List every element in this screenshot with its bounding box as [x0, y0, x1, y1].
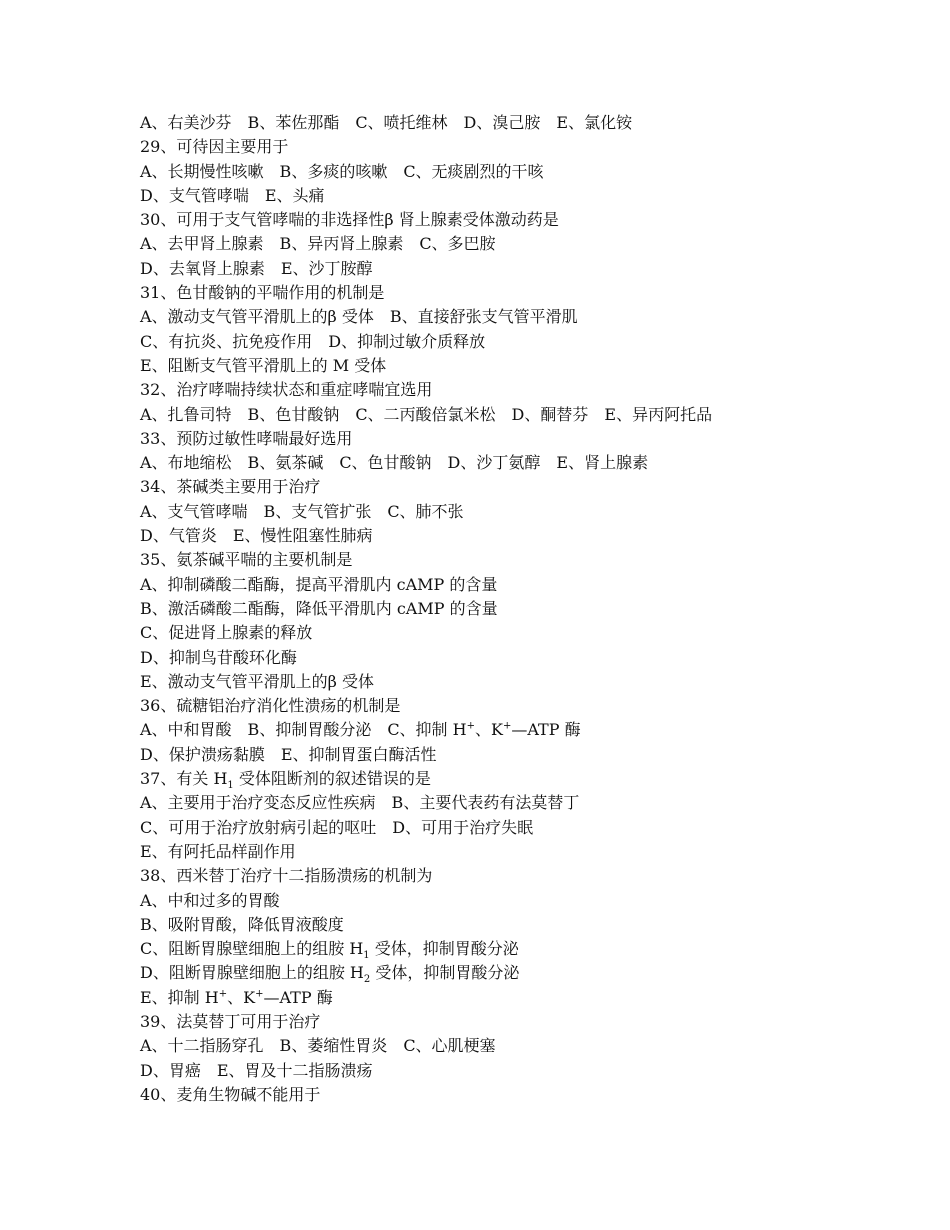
text-line — [140, 840, 920, 864]
text-segment: D、抑制鸟苷酸环化酶 — [140, 647, 297, 667]
document-page — [140, 111, 920, 1107]
text-segment: 39、法莫替丁可用于治疗 — [140, 1011, 321, 1031]
text-line — [140, 718, 920, 742]
text-segment: E、阻断支气管平滑肌上的 M 受体 — [140, 355, 387, 375]
text-line — [140, 913, 920, 937]
text-line — [140, 767, 920, 791]
text-line — [140, 743, 920, 767]
text-line — [140, 257, 920, 281]
text-line — [140, 937, 920, 961]
text-segment: A、激动支气管平滑肌上的β 受体 B、直接舒张支气管平滑肌 — [140, 307, 578, 327]
subscript: 2 — [363, 974, 371, 986]
subscript: 1 — [363, 950, 370, 962]
text-line — [140, 378, 920, 402]
text-segment: 、K — [227, 987, 256, 1007]
text-line — [140, 961, 920, 985]
text-segment: D、阻断胃腺壁细胞上的组胺 H — [140, 963, 364, 983]
text-segment: D、支气管哮喘 E、头痛 — [140, 185, 325, 205]
text-line — [140, 694, 920, 718]
text-line — [140, 475, 920, 499]
text-line — [140, 281, 920, 305]
text-line — [140, 403, 920, 427]
text-line — [140, 597, 920, 621]
text-segment: 受体，抑制胃酸分泌 — [370, 963, 520, 983]
text-segment: —ATP 酶 — [263, 987, 333, 1007]
text-line — [140, 1059, 920, 1083]
text-line — [140, 160, 920, 184]
superscript: + — [502, 721, 512, 733]
text-line — [140, 135, 920, 159]
text-segment: C、可用于治疗放射病引起的呕吐 D、可用于治疗失眠 — [140, 817, 534, 837]
text-segment: B、激活磷酸二酯酶，降低平滑肌内 cAMP 的含量 — [140, 598, 498, 618]
text-segment: A、布地缩松 B、氨茶碱 C、色甘酸钠 D、沙丁氨醇 E、肾上腺素 — [140, 453, 649, 473]
text-line — [140, 548, 920, 572]
text-segment: E、激动支气管平滑肌上的β 受体 — [140, 671, 375, 691]
text-segment: 32、治疗哮喘持续状态和重症哮喘宜选用 — [140, 380, 433, 400]
text-line — [140, 889, 920, 913]
superscript: + — [218, 988, 228, 1000]
text-segment: 35、氨茶碱平喘的主要机制是 — [140, 550, 353, 570]
text-segment: 受体阻断剂的叙述错误的是 — [233, 769, 431, 789]
superscript: + — [255, 988, 264, 1000]
text-segment: 40、麦角生物碱不能用于 — [140, 1084, 321, 1104]
text-segment: A、十二指肠穿孔 B、萎缩性胃炎 C、心肌梗塞 — [140, 1036, 496, 1056]
text-line — [140, 524, 920, 548]
text-line — [140, 864, 920, 888]
text-segment: 38、西米替丁治疗十二指肠溃疡的机制为 — [140, 866, 433, 886]
text-segment: 29、可待因主要用于 — [140, 137, 289, 157]
text-segment: A、抑制磷酸二酯酶，提高平滑肌内 cAMP 的含量 — [140, 574, 498, 594]
text-line — [140, 1010, 920, 1034]
text-segment: 、K — [475, 720, 503, 740]
text-line — [140, 208, 920, 232]
text-segment: E、有阿托品样副作用 — [140, 841, 296, 861]
text-segment: 31、色甘酸钠的平喘作用的机制是 — [140, 283, 385, 303]
text-segment: C、促进肾上腺素的释放 — [140, 623, 313, 643]
text-line — [140, 427, 920, 451]
text-line — [140, 354, 920, 378]
text-line — [140, 500, 920, 524]
superscript: + — [466, 721, 475, 733]
text-line — [140, 646, 920, 670]
text-segment: D、胃癌 E、胃及十二指肠溃疡 — [140, 1060, 373, 1080]
text-segment: B、吸附胃酸，降低胃液酸度 — [140, 914, 344, 934]
text-line — [140, 330, 920, 354]
text-line — [140, 1083, 920, 1107]
text-line — [140, 621, 920, 645]
text-line — [140, 184, 920, 208]
text-segment: A、扎鲁司特 B、色甘酸钠 C、二丙酸倍氯米松 D、酮替芬 E、异丙阿托品 — [140, 404, 713, 424]
text-segment: 37、有关 H — [140, 769, 228, 789]
text-line — [140, 111, 920, 135]
text-line — [140, 791, 920, 815]
text-line — [140, 1034, 920, 1058]
text-segment: A、长期慢性咳嗽 B、多痰的咳嗽 C、无痰剧烈的干咳 — [140, 161, 544, 181]
text-segment: 30、可用于支气管哮喘的非选择性β 肾上腺素受体激动药是 — [140, 210, 559, 230]
text-segment: A、中和过多的胃酸 — [140, 890, 280, 910]
subscript: 1 — [227, 780, 234, 792]
text-segment: C、阻断胃腺壁细胞上的组胺 H — [140, 939, 364, 959]
text-segment: A、支气管哮喘 B、支气管扩张 C、肺不张 — [140, 501, 464, 521]
text-line — [140, 986, 920, 1010]
text-segment: 33、预防过敏性哮喘最好选用 — [140, 428, 353, 448]
text-segment: 受体，抑制胃酸分泌 — [369, 939, 519, 959]
text-segment: 34、茶碱类主要用于治疗 — [140, 477, 321, 497]
text-segment: —ATP 酶 — [511, 720, 581, 740]
text-line — [140, 573, 920, 597]
text-segment: C、有抗炎、抗免疫作用 D、抑制过敏介质释放 — [140, 331, 486, 351]
text-segment: D、气管炎 E、慢性阻塞性肺病 — [140, 526, 373, 546]
text-segment: D、去氧肾上腺素 E、沙丁胺醇 — [140, 258, 373, 278]
text-segment: A、中和胃酸 B、抑制胃酸分泌 C、抑制 H — [140, 720, 467, 740]
text-line — [140, 451, 920, 475]
text-segment: D、保护溃疡黏膜 E、抑制胃蛋白酶活性 — [140, 744, 437, 764]
text-segment: A、去甲肾上腺素 B、异丙肾上腺素 C、多巴胺 — [140, 234, 496, 254]
text-segment: 36、硫糖铝治疗消化性溃疡的机制是 — [140, 696, 401, 716]
text-segment: A、右美沙芬 B、苯佐那酯 C、喷托维林 D、溴己胺 E、氯化铵 — [140, 113, 633, 132]
text-segment: A、主要用于治疗变态反应性疾病 B、主要代表药有法莫替丁 — [140, 793, 580, 813]
text-line — [140, 232, 920, 256]
text-line — [140, 816, 920, 840]
text-line — [140, 670, 920, 694]
text-segment: E、抑制 H — [140, 987, 219, 1007]
text-line — [140, 305, 920, 329]
